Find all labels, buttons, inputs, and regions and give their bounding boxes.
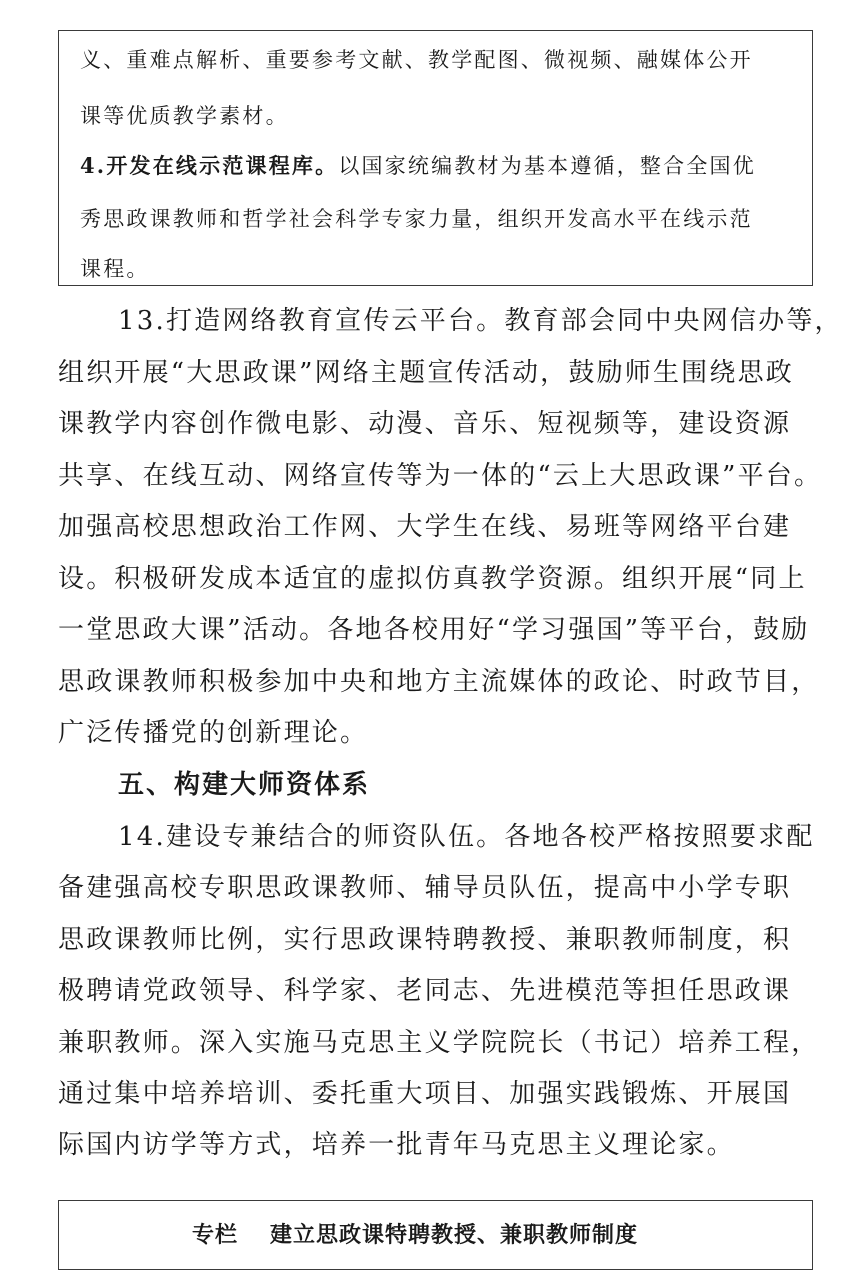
box-item4-line-1 <box>80 150 756 180</box>
box-line-1: 义、重难点解析、重要参考文献、教学配图、微视频、融媒体公开 <box>80 48 753 72</box>
box-item4-line-3: 课程。 <box>80 257 150 281</box>
sec13-line-1: 13.打造网络教育宣传云平台。教育部会同中央网信办等， <box>118 306 843 336</box>
sec13-line-4: 共享、在线互动、网络宣传等为一体的“云上大思政课”平台。 <box>58 461 823 491</box>
sec13-line-6: 设。积极研发成本适宜的虚拟仿真教学资源。组织开展“同上 <box>58 564 807 594</box>
sec14-line-1: 14.建设专兼结合的师资队伍。各地各校严格按照要求配 <box>118 822 815 852</box>
section-heading-5: 五、构建大师资体系 <box>118 770 371 800</box>
sec14-line-2: 备建强高校专职思政课教师、辅导员队伍，提高中小学专职 <box>58 873 792 903</box>
sec14-line-6: 通过集中培养培训、委托重大项目、加强实践锻炼、开展国 <box>58 1079 792 1109</box>
sec14-line-5: 兼职教师。深入实施马克思主义学院院长（书记）培养工程， <box>58 1028 820 1058</box>
sec13-line-3: 课教学内容创作微电影、动漫、音乐、短视频等，建设资源 <box>58 409 792 439</box>
sec14-line-7: 际国内访学等方式，培养一批青年马克思主义理论家。 <box>58 1130 735 1160</box>
box-line-2: 课等优质教学素材。 <box>80 104 289 128</box>
sec13-line-9: 广泛传播党的创新理论。 <box>58 718 369 748</box>
box-item4-line-2: 秀思政课教师和哲学社会科学专家力量，组织开发高水平在线示范 <box>80 207 753 231</box>
sec13-line-8: 思政课教师积极参加中央和地方主流媒体的政论、时政节目， <box>58 667 820 697</box>
sec14-line-3: 思政课教师比例，实行思政课特聘教授、兼职教师制度，积 <box>58 925 792 955</box>
sec13-line-7: 一堂思政大课”活动。各地各校用好“学习强国”等平台，鼓励 <box>58 615 810 645</box>
column-title: 建立思政课特聘教授、兼职教师制度 <box>270 1222 639 1248</box>
item4-rest: 以国家统编教材为基本遵循，整合全国优 <box>338 154 756 178</box>
sec13-line-2: 组织开展“大思政课”网络主题宣传活动，鼓励师生围绕思政 <box>58 358 794 388</box>
item4-title: 4.开发在线示范课程库。 <box>80 153 339 178</box>
sec14-line-4: 极聘请党政领导、科学家、老同志、先进模范等担任思政课 <box>58 976 792 1006</box>
column-label: 专栏 <box>192 1222 239 1248</box>
sec13-line-5: 加强高校思想政治工作网、大学生在线、易班等网络平台建 <box>58 512 792 542</box>
